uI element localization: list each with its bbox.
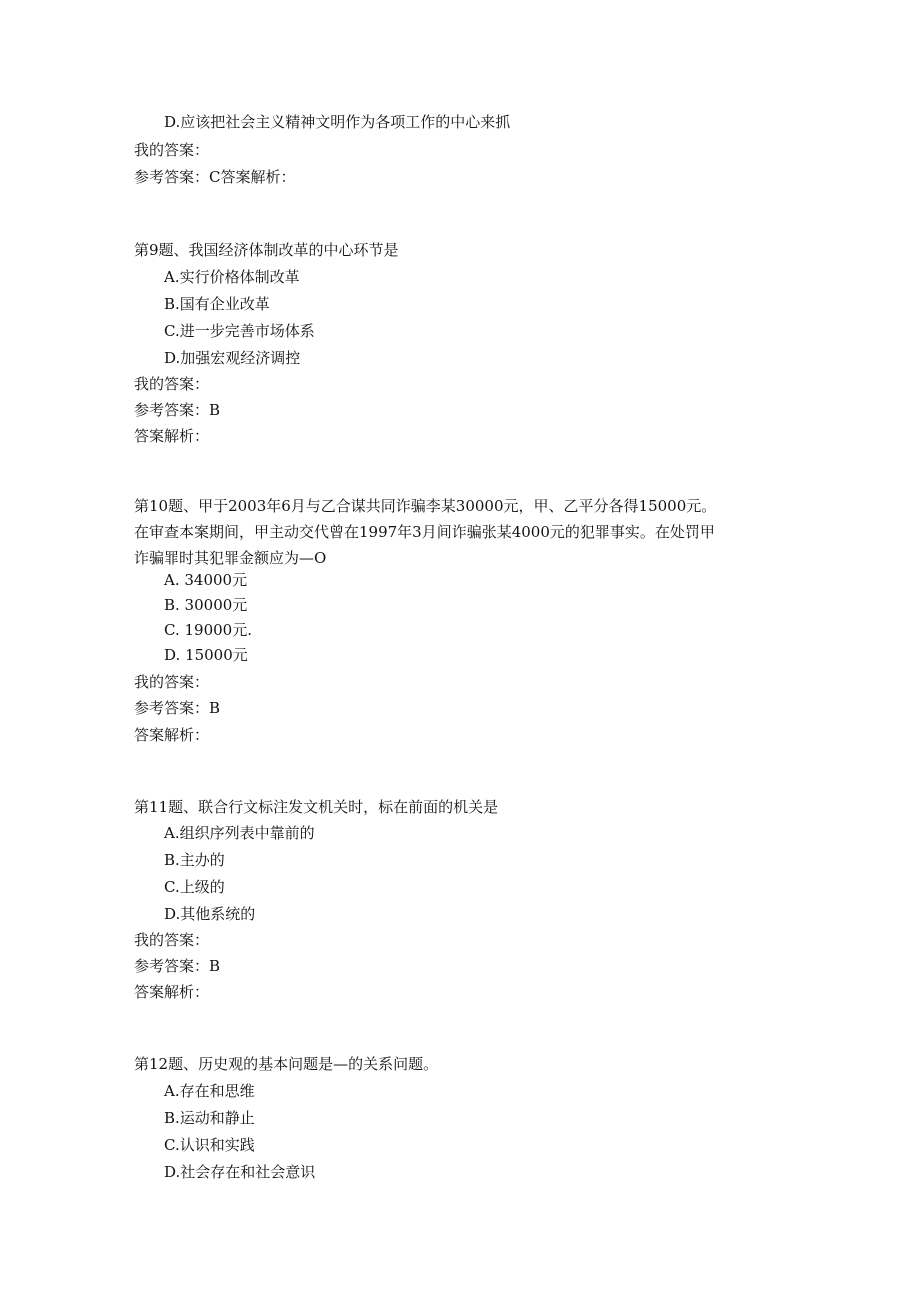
q11-my-answer: 我的答案：: [134, 931, 210, 949]
q11-option-a: A.组织序列表中靠前的: [164, 824, 315, 842]
q10-my-answer: 我的答案：: [134, 673, 210, 691]
q12-title: 第12题、历史观的基本问题是—的关系问题。: [134, 1055, 439, 1073]
q10-option-b: B. 30000元: [164, 596, 248, 614]
q8-my-answer: 我的答案：: [134, 141, 210, 159]
q10-option-d: D. 15000元: [164, 646, 248, 664]
q8-option-d: D.应该把社会主义精神文明作为各项工作的中心来抓: [164, 113, 511, 131]
q12-option-b: B.运动和静止: [164, 1109, 255, 1127]
q9-option-a: A.实行价格体制改革: [164, 268, 300, 286]
q9-option-b: B.国有企业改革: [164, 295, 270, 313]
q8-reference-answer: 参考答案：C答案解析：: [134, 168, 296, 186]
q9-option-c: C.进一步完善市场体系: [164, 322, 315, 340]
q9-reference-answer: 参考答案：B: [134, 401, 221, 419]
q10-analysis: 答案解析：: [134, 726, 210, 744]
q11-reference-answer: 参考答案：B: [134, 957, 221, 975]
q9-title: 第9题、我国经济体制改革的中心环节是: [134, 241, 399, 259]
q9-analysis: 答案解析：: [134, 427, 210, 445]
q11-option-d: D.其他系统的: [164, 905, 256, 923]
q11-analysis: 答案解析：: [134, 983, 210, 1001]
q12-option-d: D.社会存在和社会意识: [164, 1163, 316, 1181]
q10-option-c: C. 19000元.: [164, 621, 252, 639]
q12-option-a: A.存在和思维: [164, 1082, 255, 1100]
q10-option-a: A. 34000元: [164, 571, 248, 589]
q12-option-c: C.认识和实践: [164, 1136, 255, 1154]
q10-reference-answer: 参考答案：B: [134, 699, 221, 717]
q10-title-line-1: 第10题、甲于2003年6月与乙合谋共同诈骗李某30000元，甲、乙平分各得15000元。: [134, 497, 717, 515]
q11-title: 第11题、联合行文标注发文机关时，标在前面的机关是: [134, 798, 499, 816]
q9-my-answer: 我的答案：: [134, 375, 210, 393]
q11-option-b: B.主办的: [164, 851, 225, 869]
q10-title-line-3: 诈骗罪时其犯罪金额应为—O: [134, 549, 327, 567]
q9-option-d: D.加强宏观经济调控: [164, 349, 301, 367]
q11-option-c: C.上级的: [164, 878, 225, 896]
q10-title-line-2: 在审查本案期间，甲主动交代曾在1997年3月间诈骗张某4000元的犯罪事实。在处罚甲: [134, 523, 715, 541]
